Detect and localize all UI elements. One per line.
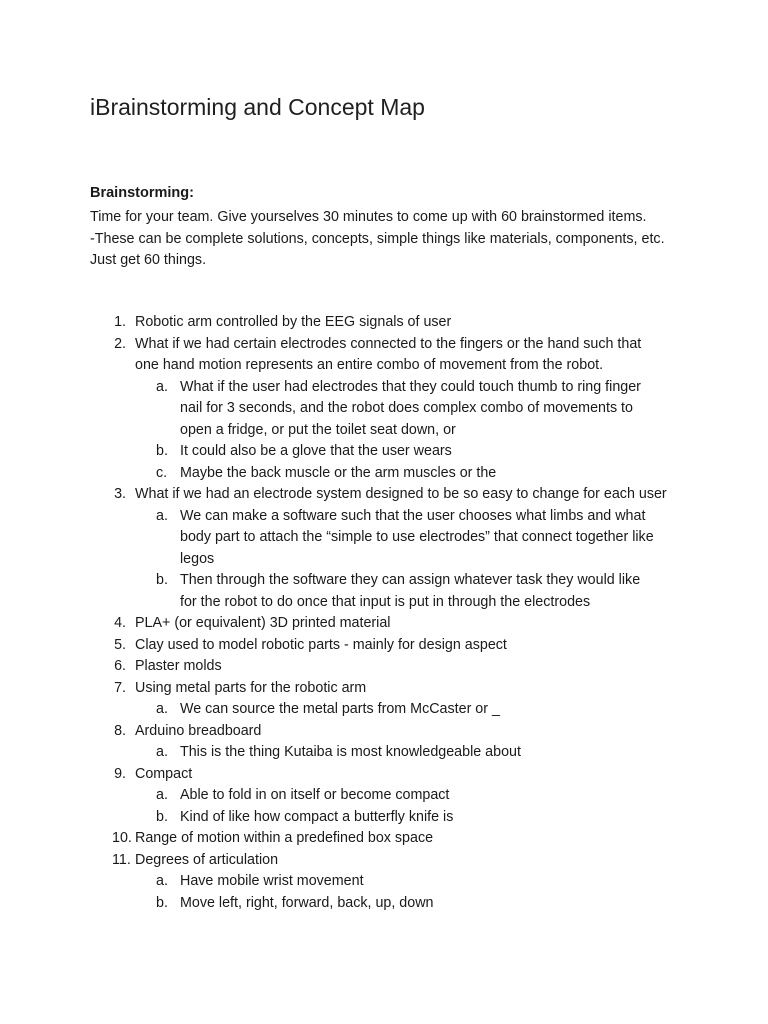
sub-list-item-text: body part to attach the “simple to use electrodes” that connect together like bbox=[180, 529, 654, 545]
sub-list-item-letter: a. bbox=[156, 507, 168, 524]
intro-line: -These can be complete solutions, concepts, simple things like materials, components, etc. bbox=[90, 230, 665, 247]
list-item-text: Compact bbox=[135, 765, 193, 782]
brainstorm-list bbox=[90, 312, 690, 914]
list-item bbox=[90, 613, 690, 635]
list-item bbox=[90, 312, 690, 334]
list-item-text: one hand motion represents an entire combo of movement from the robot. bbox=[135, 357, 604, 373]
list-item bbox=[90, 334, 690, 377]
list-item-text: PLA+ (or equivalent) 3D printed material bbox=[135, 615, 391, 631]
sub-list-item-text: Then through the software they can assign whatever task they would like bbox=[180, 572, 641, 588]
sub-list-item bbox=[90, 570, 690, 613]
list-item bbox=[90, 678, 690, 700]
sub-list-item-letter: b. bbox=[156, 443, 168, 459]
sub-list-item-letter: b. bbox=[156, 808, 168, 825]
list-item-number: 3. bbox=[114, 486, 126, 502]
sub-list-item bbox=[90, 742, 690, 764]
list-item-text: Arduino breadboard bbox=[135, 722, 262, 739]
sub-list-item bbox=[90, 463, 690, 485]
sub-list-item-letter: a. bbox=[156, 873, 168, 889]
brainstorming-heading: Brainstorming: bbox=[90, 185, 194, 201]
sub-list-item-text: Maybe the back muscle or the arm muscles or the bbox=[180, 464, 497, 481]
list-item bbox=[90, 850, 690, 872]
sub-list-item bbox=[90, 506, 690, 571]
sub-list-item-letter: c. bbox=[156, 464, 168, 481]
sub-list-item-text: for the robot to do once that input is put in through the electrodes bbox=[180, 593, 591, 610]
sub-list-item-text: We can make a software such that the user chooses what limbs and what bbox=[180, 507, 646, 524]
sub-list-item-text: legos bbox=[180, 550, 215, 567]
sub-list-item-letter: b. bbox=[156, 572, 168, 588]
sub-list-item-text: Kind of like how compact a butterfly knife is bbox=[180, 808, 454, 825]
list-item bbox=[90, 484, 690, 506]
list-item-text: Robotic arm controlled by the EEG signals of user bbox=[135, 314, 452, 330]
sub-list-item-text: Able to fold in on itself or become compact bbox=[180, 787, 450, 803]
list-item-text: Plaster molds bbox=[135, 658, 222, 674]
list-item-number: 10. bbox=[112, 830, 132, 846]
list-item-number: 1. bbox=[114, 314, 126, 330]
list-item bbox=[90, 721, 690, 743]
sub-list-item bbox=[90, 441, 690, 463]
sub-list-item-letter: a. bbox=[156, 701, 168, 717]
sub-list-item bbox=[90, 871, 690, 893]
sub-list-item-text: What if the user had electrodes that they could touch thumb to ring finger bbox=[180, 378, 641, 395]
list-item-number: 5. bbox=[114, 636, 126, 653]
list-item-text: What if we had an electrode system designed to be so easy to change for each user bbox=[135, 486, 667, 502]
list-item-text: Range of motion within a predefined box space bbox=[135, 830, 434, 846]
sub-list-item-text: open a fridge, or put the toilet seat down, or bbox=[180, 421, 456, 438]
sub-list-item-letter: a. bbox=[156, 787, 168, 803]
sub-list-item bbox=[90, 893, 690, 915]
sub-list-item bbox=[90, 377, 690, 442]
list-item-number: 7. bbox=[114, 679, 126, 696]
intro-line: Just get 60 things. bbox=[90, 252, 207, 268]
list-item-number: 6. bbox=[114, 658, 126, 674]
sub-list-item bbox=[90, 699, 690, 721]
list-item bbox=[90, 764, 690, 786]
intro-line: Time for your team. Give yourselves 30 minutes to come up with 60 brainstormed items. bbox=[90, 209, 647, 225]
sub-list-item-letter: b. bbox=[156, 894, 168, 911]
list-item bbox=[90, 635, 690, 657]
sub-list-item-text: nail for 3 seconds, and the robot does complex combo of movements to bbox=[180, 400, 633, 416]
sub-list-item-letter: a. bbox=[156, 378, 168, 395]
list-item-number: 4. bbox=[114, 615, 126, 631]
sub-list-item-letter: a. bbox=[156, 744, 168, 760]
list-item-number: 8. bbox=[114, 722, 126, 739]
sub-list-item-text: It could also be a glove that the user wears bbox=[180, 443, 452, 459]
sub-list-item bbox=[90, 785, 690, 807]
sub-list-item-text: Move left, right, forward, back, up, down bbox=[180, 894, 434, 911]
sub-list-item-text: This is the thing Kutaiba is most knowledgeable about bbox=[180, 744, 521, 760]
list-item-number: 2. bbox=[114, 335, 126, 352]
list-item bbox=[90, 828, 690, 850]
sub-list-item bbox=[90, 807, 690, 829]
list-item-text: Clay used to model robotic parts - mainly for design aspect bbox=[135, 636, 507, 653]
page-title: iBrainstorming and Concept Map bbox=[90, 94, 425, 120]
list-item-text: What if we had certain electrodes connected to the fingers or the hand such that bbox=[135, 335, 642, 352]
list-item-text: Degrees of articulation bbox=[135, 851, 279, 868]
sub-list-item-text: Have mobile wrist movement bbox=[180, 873, 364, 889]
list-item bbox=[90, 656, 690, 678]
list-item-number: 11. bbox=[112, 851, 131, 868]
brainstorming-intro bbox=[90, 207, 690, 272]
list-item-text: Using metal parts for the robotic arm bbox=[135, 679, 367, 696]
sub-list-item-text: We can source the metal parts from McCaster or _ bbox=[180, 701, 500, 717]
list-item-number: 9. bbox=[114, 765, 126, 782]
